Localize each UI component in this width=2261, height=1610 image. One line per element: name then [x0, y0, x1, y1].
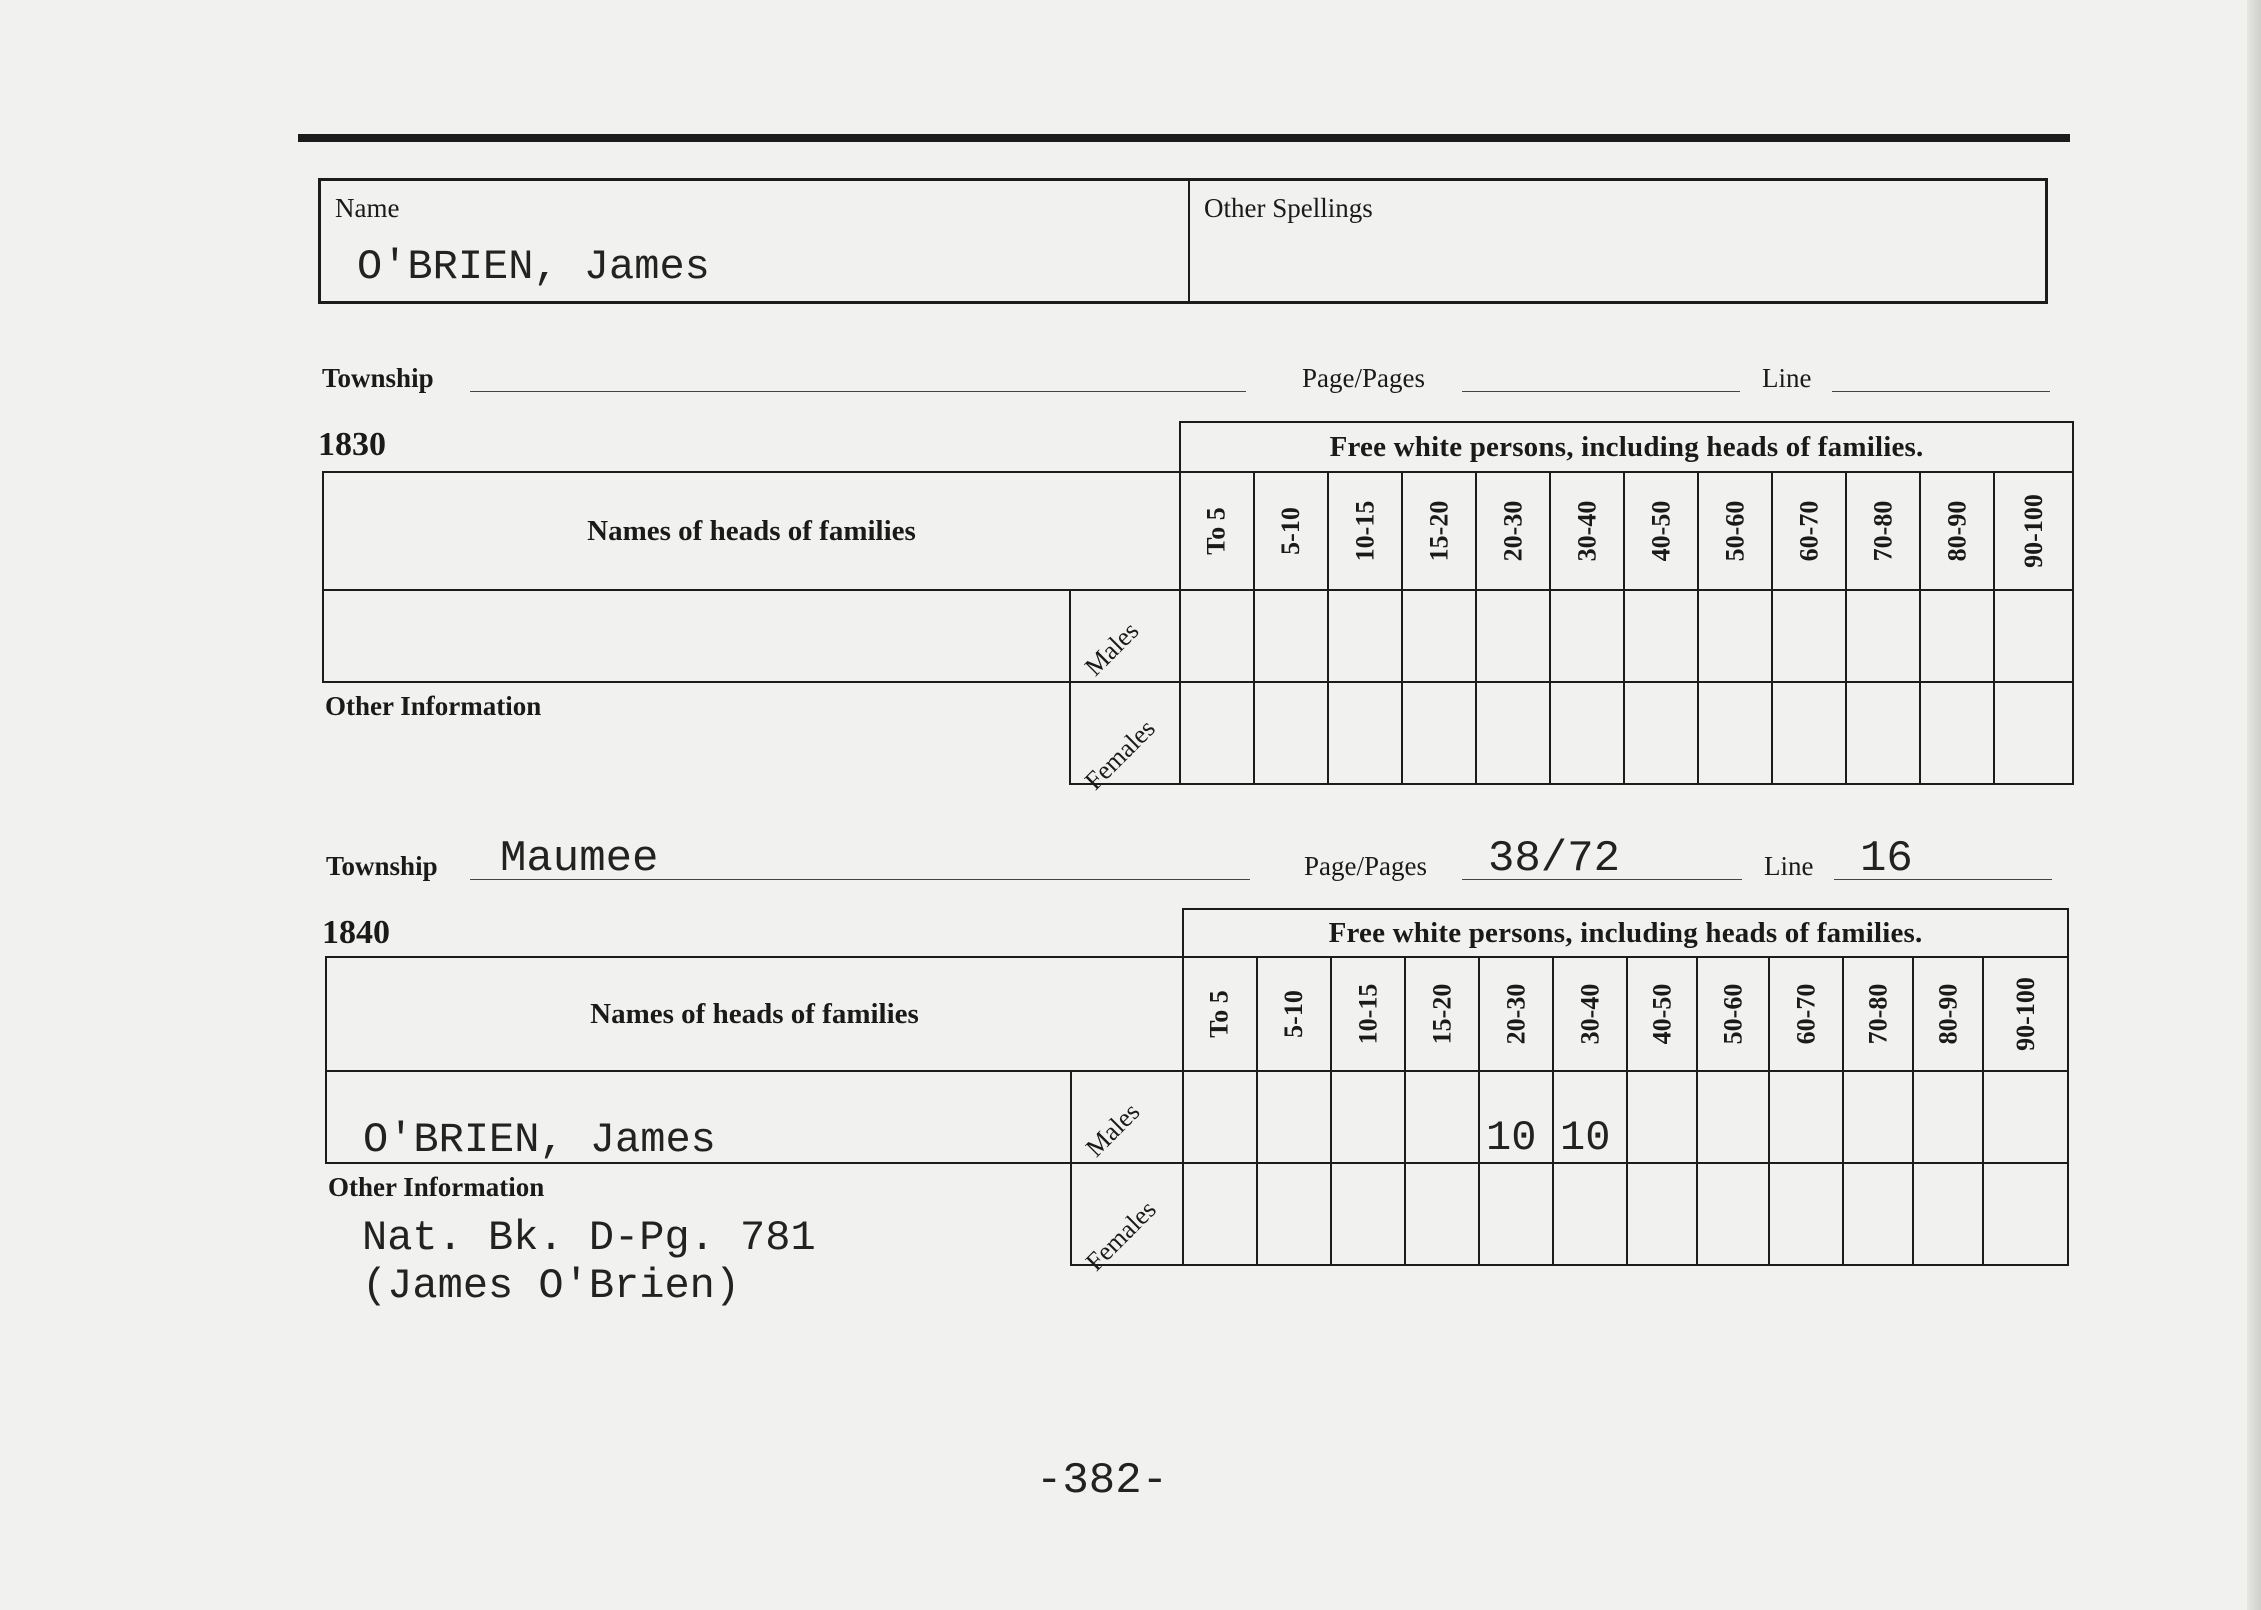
- name-cell: [321, 181, 1190, 301]
- township-value-1840: Maumee: [500, 834, 659, 884]
- age-label: 50-60: [1717, 983, 1747, 1045]
- male-count-cell: [1624, 590, 1698, 682]
- female-count-cell: [1772, 682, 1846, 784]
- male-count-cell: [1331, 1071, 1405, 1163]
- age-label: 30-40: [1571, 500, 1601, 562]
- other-information-label-1830: Other Information: [325, 691, 542, 721]
- females-label-cell-1840: [1071, 1163, 1183, 1277]
- name-box: [318, 178, 2048, 304]
- age-label: 5-10: [1278, 990, 1308, 1038]
- age-header-1830: [1402, 472, 1476, 590]
- age-header-1840: [1257, 957, 1331, 1071]
- head-of-family-1840: O'BRIEN, James: [363, 1116, 716, 1164]
- other-spellings-cell: [1190, 181, 2045, 301]
- year-1830: 1830: [318, 426, 386, 463]
- other-spellings-label: Other Spellings: [1204, 193, 1373, 223]
- other-information-line: Nat. Bk. D-Pg. 781: [362, 1214, 816, 1262]
- age-label: 40-50: [1646, 983, 1676, 1045]
- males-label: Males: [1079, 616, 1145, 682]
- male-count-cell: [1913, 1071, 1983, 1163]
- male-count-cell-30-40: 10: [1553, 1071, 1627, 1163]
- township-label-1840: Township: [326, 851, 438, 881]
- female-count-cell: [1550, 682, 1624, 784]
- males-label-cell-1830: [1070, 590, 1180, 682]
- male-count-cell: [1627, 1071, 1697, 1163]
- age-label: 70-80: [1867, 500, 1897, 562]
- page-pages-line-1830: [1462, 391, 1740, 392]
- census-table-1840: [325, 908, 2069, 1277]
- age-label: To 5: [1205, 990, 1234, 1038]
- township-label-1830: Township: [322, 363, 434, 393]
- age-label: 60-70: [1790, 983, 1820, 1045]
- age-header-1840: [1183, 957, 1257, 1071]
- age-header-1840: [1913, 957, 1983, 1071]
- male-count-cell: [1843, 1071, 1913, 1163]
- age-header-1840: [1983, 957, 2068, 1071]
- page-pages-label-1840: Page/Pages: [1304, 851, 1427, 881]
- head-of-family-cell-1840: [326, 1071, 1071, 1163]
- township-line-1830: [470, 391, 1246, 392]
- township-row-1840: [322, 834, 2052, 886]
- female-count-cell: [1402, 682, 1476, 784]
- name-value: O'BRIEN, James: [357, 243, 710, 291]
- male-count-cell: [1697, 1071, 1769, 1163]
- line-value-1840: 16: [1860, 834, 1913, 884]
- line-line-1830: [1832, 391, 2050, 392]
- female-count-cell: [1769, 1163, 1843, 1265]
- age-label: 20-30: [1497, 500, 1527, 562]
- age-label: 40-50: [1645, 500, 1675, 562]
- female-count-cell: [1476, 682, 1550, 784]
- page-pages-label-1830: Page/Pages: [1302, 363, 1425, 393]
- age-header-1830: [1254, 472, 1328, 590]
- age-header-1830: [1994, 472, 2073, 590]
- male-count-cell: [1183, 1071, 1257, 1163]
- age-header-1830: [1476, 472, 1550, 590]
- age-label: 90-100: [2010, 977, 2040, 1051]
- female-count-cell: [1627, 1163, 1697, 1265]
- age-header-1830: [1328, 472, 1402, 590]
- age-label: 90-100: [2018, 494, 2048, 568]
- names-heads-header-1840: Names of heads of families: [326, 957, 1183, 1071]
- female-count-cell: [1328, 682, 1402, 784]
- age-label: 80-90: [1932, 983, 1962, 1045]
- age-header-1840: [1405, 957, 1479, 1071]
- age-header-1830: [1180, 472, 1254, 590]
- age-header-1830: [1920, 472, 1994, 590]
- age-header-1830: [1772, 472, 1846, 590]
- male-count-cell: [1920, 590, 1994, 682]
- other-information-text-1840: [362, 1214, 816, 1310]
- male-count-cell: [1769, 1071, 1843, 1163]
- male-count-cell: [1180, 590, 1254, 682]
- male-count-cell: [1405, 1071, 1479, 1163]
- age-label: 50-60: [1719, 500, 1749, 562]
- page-edge: [2247, 0, 2261, 1610]
- female-count-cell: [1183, 1163, 1257, 1265]
- male-count-cell: [1846, 590, 1920, 682]
- age-header-1840: [1479, 957, 1553, 1071]
- age-label: 80-90: [1941, 500, 1971, 562]
- age-label: 60-70: [1793, 500, 1823, 562]
- males-label: Males: [1080, 1097, 1146, 1163]
- male-count-cell: [1402, 590, 1476, 682]
- other-information-cell-1830: [323, 682, 1070, 784]
- female-count-cell: [1254, 682, 1328, 784]
- age-header-1840: [1697, 957, 1769, 1071]
- age-header-1840: [1769, 957, 1843, 1071]
- page-pages-value-1840: 38/72: [1488, 834, 1621, 884]
- female-count-cell: [1983, 1163, 2068, 1265]
- head-of-family-cell-1830: [323, 590, 1070, 682]
- female-count-cell: [1405, 1163, 1479, 1265]
- age-header-1830: [1624, 472, 1698, 590]
- page-number: -382-: [1036, 1456, 1169, 1506]
- male-count-cell: [1476, 590, 1550, 682]
- female-count-cell: [1698, 682, 1772, 784]
- male-count-cell: [1983, 1071, 2068, 1163]
- male-count-cell: [1257, 1071, 1331, 1163]
- name-label: Name: [335, 193, 400, 223]
- male-count-cell: [1772, 590, 1846, 682]
- females-label-cell-1830: [1070, 682, 1180, 796]
- age-header-1830: [1550, 472, 1624, 590]
- free-white-header-1840: Free white persons, including heads of families.: [1183, 909, 2068, 957]
- female-count-cell: [1180, 682, 1254, 784]
- female-count-cell: [1846, 682, 1920, 784]
- female-count-cell: [1331, 1163, 1405, 1265]
- male-count-cell: [1254, 590, 1328, 682]
- female-count-cell: [1920, 682, 1994, 784]
- other-information-line: (James O'Brien): [362, 1262, 741, 1310]
- female-count-cell: [1697, 1163, 1769, 1265]
- female-count-cell: [1257, 1163, 1331, 1265]
- age-label: 15-20: [1423, 500, 1453, 562]
- female-count-cell: [1994, 682, 2073, 784]
- male-count-cell: [1994, 590, 2073, 682]
- female-count-cell: [1479, 1163, 1553, 1265]
- age-label: 5-10: [1275, 507, 1305, 555]
- line-label-1840: Line: [1764, 851, 1814, 881]
- age-header-1830: [1698, 472, 1772, 590]
- top-rule: [298, 134, 2070, 142]
- other-information-label-1840: Other Information: [328, 1172, 545, 1202]
- age-label: 70-80: [1862, 983, 1892, 1045]
- male-count-cell: [1698, 590, 1772, 682]
- male-count-cell: [1550, 590, 1624, 682]
- females-label: Females: [1079, 713, 1161, 796]
- age-label: 20-30: [1500, 983, 1530, 1045]
- year-1840: 1840: [322, 914, 390, 951]
- census-table-1830: [322, 421, 2074, 796]
- female-count-cell: [1843, 1163, 1913, 1265]
- age-header-1840: [1331, 957, 1405, 1071]
- age-label: 15-20: [1426, 983, 1456, 1045]
- age-header-1840: [1627, 957, 1697, 1071]
- age-header-1840: [1553, 957, 1627, 1071]
- male-count-cell-20-30: 10: [1479, 1071, 1553, 1163]
- names-heads-header-1830: Names of heads of families: [323, 472, 1180, 590]
- age-label: To 5: [1202, 507, 1231, 555]
- female-count-cell: [1553, 1163, 1627, 1265]
- females-label: Females: [1080, 1194, 1162, 1277]
- age-header-1840: [1843, 957, 1913, 1071]
- female-count-cell: [1913, 1163, 1983, 1265]
- age-label: 10-15: [1352, 983, 1382, 1045]
- free-white-header-1830: Free white persons, including heads of families.: [1180, 422, 2073, 472]
- age-label: 10-15: [1349, 500, 1379, 562]
- male-count-cell: [1328, 590, 1402, 682]
- age-label: 30-40: [1574, 983, 1604, 1045]
- males-label-cell-1840: [1071, 1071, 1183, 1163]
- line-label-1830: Line: [1762, 363, 1812, 393]
- township-row-1830: [322, 352, 2052, 398]
- age-header-1830: [1846, 472, 1920, 590]
- female-count-cell: [1624, 682, 1698, 784]
